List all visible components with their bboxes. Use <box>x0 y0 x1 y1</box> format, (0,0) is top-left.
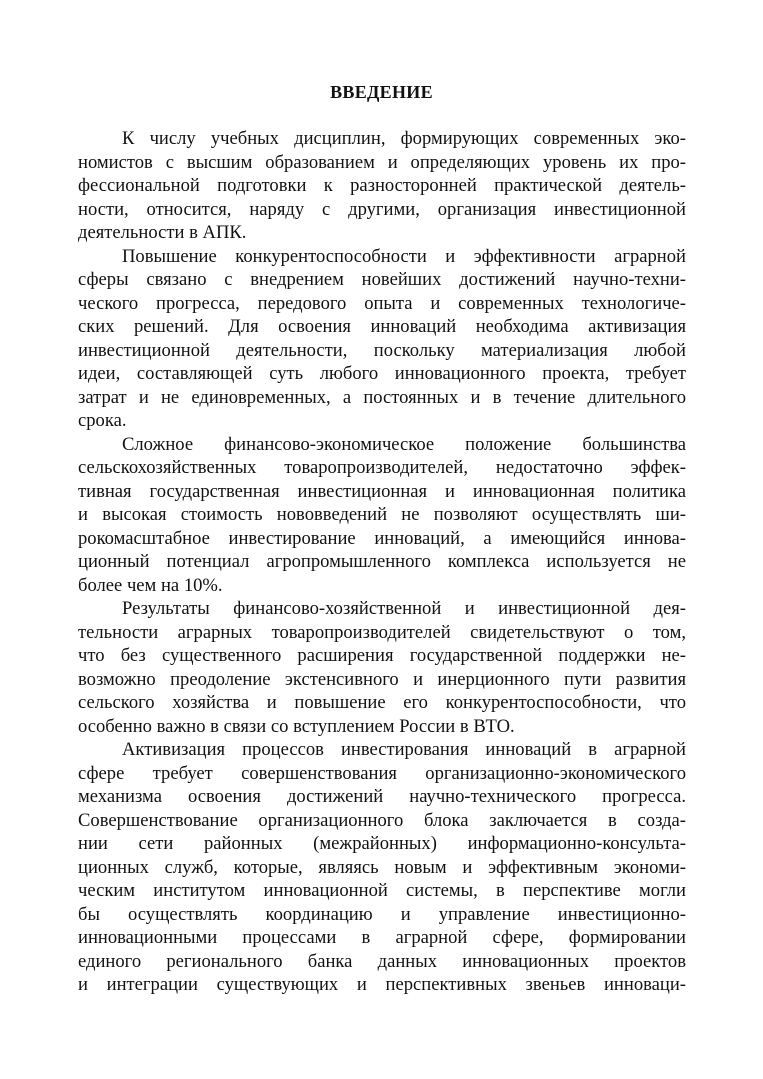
text-line: инновационными процессами в аграрной сфере, формировании <box>78 927 686 948</box>
text-line: ности, относится, наряду с другими, организация инвестиционной <box>78 198 686 220</box>
page-title: ВВЕДЕНИЕ <box>330 82 433 102</box>
text-line: ционных служб, которые, являясь новым и эффективным экономи- <box>78 856 686 878</box>
text-line: ских решений. Для освоения инноваций необходима активизация <box>78 316 686 337</box>
text-line: возможно преодоление экстенсивного и инерционного пути развития <box>78 668 686 690</box>
text-line: бы осуществлять координацию и управление инвестиционно- <box>78 903 686 925</box>
text-line: Активизация процессов инвестирования инноваций в аграрной <box>122 739 686 760</box>
text-line: сферы связано с внедрением новейших достижений научно-техни- <box>78 269 686 290</box>
text-line: срока. <box>78 410 127 431</box>
text-line: механизма освоения достижений научно-технического прогресса. <box>78 786 686 807</box>
text-line: затрат и не единовременных, а постоянных и в течение длительного <box>78 386 686 408</box>
text-line: единого регионального банка данных инновационных проектов <box>78 950 686 972</box>
text-line: что без существенного расширения государственной поддержки не- <box>78 645 686 666</box>
text-line: сельского хозяйства и повышение его конкурентоспособности, что <box>78 692 686 713</box>
text-line: деятельности в АПК. <box>78 222 247 243</box>
text-line: К числу учебных дисциплин, формирующих современных эко- <box>122 128 686 149</box>
text-line: ческим институтом инновационной системы, в перспективе могли <box>78 880 686 901</box>
text-line: тивная государственная инвестиционная и инновационная политика <box>78 480 686 502</box>
text-line: и интеграции существующих и перспективных звеньев инноваци- <box>78 974 686 995</box>
text-line: нии сети районных (межрайонных) информационно-консульта- <box>78 833 686 854</box>
text-line: сфере требует совершенствования организационно-экономического <box>78 762 686 784</box>
text-line: ционный потенциал агропромышленного комплекса используется не <box>78 551 686 572</box>
text-line: рокомасштабное инвестирование инноваций, а имеющийся иннова- <box>78 527 686 549</box>
text-line: номистов с высшим образованием и определяющих уровень их про- <box>78 151 686 173</box>
text-line: особенно важно в связи со вступлением России в ВТО. <box>78 715 515 737</box>
text-line: фессиональной подготовки к разносторонней практической деятель- <box>78 175 686 196</box>
text-line: ческого прогресса, передового опыта и современных технологиче- <box>78 292 686 314</box>
text-line: и высокая стоимость нововведений не позволяют осуществлять ши- <box>78 504 686 525</box>
text-line: сельскохозяйственных товаропроизводителей, недостаточно эффек- <box>78 457 686 478</box>
text-line: Результаты финансово-хозяйственной и инвестиционной дея- <box>122 598 686 619</box>
text-line: инвестиционной деятельности, поскольку материализация любой <box>78 339 686 361</box>
body-text <box>78 127 686 997</box>
text-line: более чем на 10%. <box>78 574 223 596</box>
text-line: тельности аграрных товаропроизводителей свидетельствуют о том, <box>78 621 686 643</box>
text-line: Совершенствование организационного блока заключается в созда- <box>78 809 686 831</box>
text-line: Сложное финансово-экономическое положение большинства <box>122 433 686 455</box>
text-line: Повышение конкурентоспособности и эффективности аграрной <box>122 245 686 267</box>
text-line: идеи, составляющей суть любого инновационного проекта, требует <box>78 363 686 384</box>
